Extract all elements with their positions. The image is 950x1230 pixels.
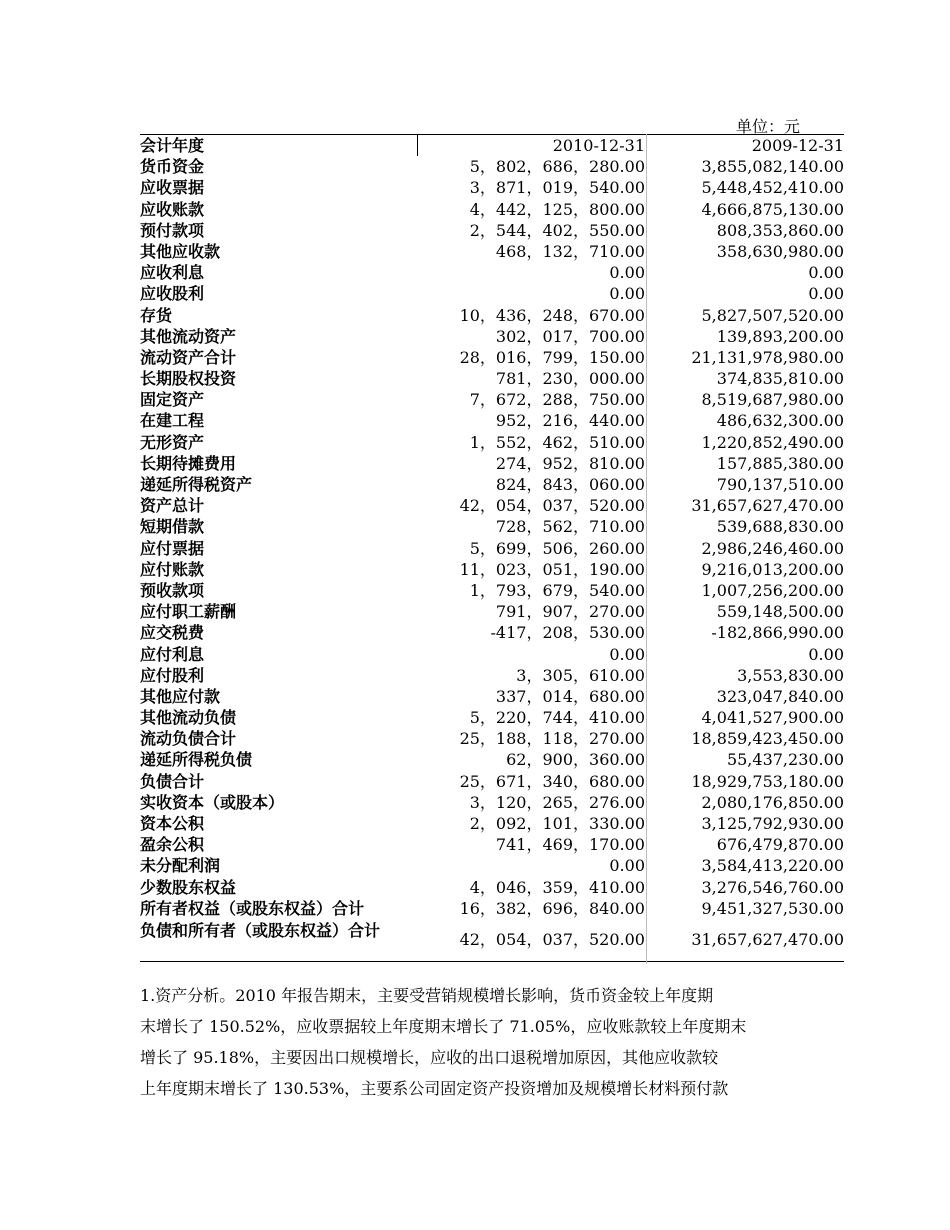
row-label: 未分配利润: [140, 856, 221, 876]
table-row: [140, 347, 844, 368]
table-row: [140, 326, 844, 347]
row-label: 盈余公积: [140, 835, 205, 855]
value-2010: 25，188，118，270.00: [459, 729, 645, 749]
value-2010: 3，305，610.00: [516, 665, 645, 685]
value-2010: 1，793，679，540.00: [469, 580, 645, 600]
value-2010: 42，054，037，520.00: [459, 496, 645, 516]
row-label: 预收款项: [140, 580, 205, 600]
value-2009: 808,353,860.00: [716, 220, 844, 240]
value-2009: 358,630,980.00: [716, 241, 844, 261]
table-row: [140, 453, 844, 474]
header-divider: [417, 134, 418, 156]
value-2009: 8,519,687,980.00: [701, 390, 844, 410]
row-label: 应付职工薪酬: [140, 602, 237, 622]
table-row: [140, 305, 844, 326]
row-label: 应收股利: [140, 284, 205, 304]
value-2010: 4，442，125，800.00: [469, 199, 645, 219]
value-2010: 728，562，710.00: [495, 517, 645, 537]
table-row: [140, 919, 844, 961]
value-2009: 2,080,176,850.00: [701, 792, 844, 812]
value-2009: 5,448,452,410.00: [701, 178, 844, 198]
table-row: [140, 262, 844, 283]
value-2009: 5,827,507,520.00: [701, 305, 844, 325]
table-row: [140, 156, 844, 177]
table-row: [140, 199, 844, 220]
value-2010: 5，699，506，260.00: [469, 538, 645, 558]
table-row: [140, 177, 844, 198]
table-row: [140, 728, 844, 749]
value-2010: 3，120，265，276.00: [469, 792, 645, 812]
table-row: [140, 283, 844, 304]
value-2009: 2,986,246,460.00: [701, 538, 844, 558]
column-divider: [646, 134, 647, 964]
table-row: [140, 474, 844, 495]
value-2010: 7，672，288，750.00: [469, 390, 645, 410]
row-label: 其他应付款: [140, 686, 221, 706]
header-col-2010: 2010-12-31: [552, 136, 645, 155]
value-2010: 42，054，037，520.00: [459, 929, 645, 949]
paragraph-line: 末增长了 150.52%，应收票据较上年度期末增长了 71.05%，应收账款较上年度期末: [140, 1017, 747, 1036]
value-2009: 55,437,230.00: [726, 750, 844, 770]
table-row: [140, 410, 844, 431]
value-2010: 274，952，810.00: [495, 453, 645, 473]
table-row: [140, 898, 844, 919]
row-label: 其他应收款: [140, 241, 221, 261]
table-row: [140, 559, 844, 580]
table-row: [140, 538, 844, 559]
row-label: 所有者权益（或股东权益）合计: [140, 898, 365, 918]
table-row: [140, 580, 844, 601]
table-row: [140, 495, 844, 516]
table-row: [140, 749, 844, 770]
value-2010: -417，208，530.00: [490, 623, 645, 643]
value-2009: 0.00: [808, 263, 844, 283]
row-label: 递延所得税负债: [140, 750, 253, 770]
value-2009: 157,885,380.00: [716, 453, 844, 473]
value-2010: 25，671，340，680.00: [459, 771, 645, 791]
table-row: [140, 834, 844, 855]
row-label: 货币资金: [140, 157, 205, 177]
row-label: 应收利息: [140, 263, 205, 283]
row-label: 负债合计: [140, 771, 205, 791]
value-2010: 5，802，686，280.00: [469, 157, 645, 177]
table-row: [140, 241, 844, 262]
value-2009: 486,632,300.00: [716, 411, 844, 431]
value-2009: 0.00: [808, 644, 844, 664]
value-2010: 28，016，799，150.00: [459, 347, 645, 367]
row-label: 应付利息: [140, 644, 205, 664]
value-2010: 0.00: [609, 644, 645, 664]
value-2009: 1,220,852,490.00: [701, 432, 844, 452]
value-2009: 18,859,423,450.00: [691, 729, 844, 749]
row-label: 应付票据: [140, 538, 205, 558]
row-label: 短期借款: [140, 517, 205, 537]
value-2010: 824，843，060.00: [495, 475, 645, 494]
row-label: 存货: [140, 305, 173, 325]
value-2010: 781，230，000.00: [495, 369, 645, 389]
value-2010: 4，046，359，410.00: [469, 877, 645, 897]
value-2009: 539,688,830.00: [716, 517, 844, 537]
value-2009: 3,276,546,760.00: [701, 877, 844, 897]
table-header-row: [140, 135, 844, 156]
value-2010: 11，023，051，190.00: [459, 559, 645, 579]
table-row: [140, 220, 844, 241]
row-label: 固定资产: [140, 390, 205, 410]
header-col-2009: 2009-12-31: [751, 136, 844, 155]
table-row: [140, 686, 844, 707]
value-2010: 337，014，680.00: [495, 686, 645, 706]
value-2010: 0.00: [609, 284, 645, 304]
table-row: [140, 855, 844, 876]
table-row: [140, 389, 844, 410]
value-2009: 323,047,840.00: [716, 686, 844, 706]
value-2009: 0.00: [808, 284, 844, 304]
paragraph-line: 增长了 95.18%，主要因出口规模增长，应收的出口退税增加原因，其他应收款较: [140, 1048, 719, 1067]
row-label: 资本公积: [140, 814, 205, 833]
value-2009: -182,866,990.00: [711, 623, 844, 643]
table-row: [140, 813, 844, 834]
row-label: 其他流动负债: [140, 708, 237, 728]
table-row: [140, 601, 844, 622]
table-row: [140, 432, 844, 453]
row-label: 流动负债合计: [140, 729, 237, 749]
value-2009: 9,451,327,530.00: [701, 898, 844, 918]
value-2010: 2，092，101，330.00: [469, 814, 645, 833]
analysis-paragraph: [140, 980, 820, 1104]
value-2009: 1,007,256,200.00: [701, 580, 844, 600]
row-label: 应收账款: [140, 199, 205, 219]
value-2009: 4,666,875,130.00: [701, 199, 844, 219]
table-row: [140, 368, 844, 389]
row-label: 其他流动资产: [140, 326, 237, 346]
table-row: [140, 665, 844, 686]
row-label: 长期待摊费用: [140, 453, 237, 473]
row-label: 应付账款: [140, 559, 205, 579]
table-row: [140, 877, 844, 898]
value-2009: 790,137,510.00: [716, 475, 844, 494]
value-2010: 16，382，696，840.00: [459, 898, 645, 918]
value-2009: 18,929,753,180.00: [691, 771, 844, 791]
value-2009: 559,148,500.00: [716, 602, 844, 622]
table-row: [140, 622, 844, 643]
value-2010: 0.00: [609, 856, 645, 876]
row-label: 无形资产: [140, 432, 205, 452]
value-2009: 139,893,200.00: [716, 326, 844, 346]
table-row: [140, 707, 844, 728]
value-2009: 3,125,792,930.00: [701, 814, 844, 833]
row-label: 流动资产合计: [140, 347, 237, 367]
row-label: 负债和所有者（或股东权益）合计: [140, 920, 381, 940]
value-2010: 302，017，700.00: [495, 326, 645, 346]
paragraph-line: 上年度期末增长了 130.53%，主要系公司固定资产投资增加及规模增长材料预付款: [140, 1079, 729, 1098]
row-label: 长期股权投资: [140, 369, 237, 389]
row-label: 应交税费: [140, 623, 205, 643]
table-row: [140, 516, 844, 537]
unit-label: 单位：元: [736, 117, 801, 136]
value-2010: 741，469，170.00: [495, 835, 645, 855]
row-label: 递延所得税资产: [140, 475, 253, 494]
value-2010: 62，900，360.00: [506, 750, 645, 770]
value-2010: 0.00: [609, 263, 645, 283]
value-2010: 2，544，402，550.00: [469, 220, 645, 240]
value-2009: 4,041,527,900.00: [701, 708, 844, 728]
value-2010: 1，552，462，510.00: [469, 432, 645, 452]
table-body: [140, 156, 844, 961]
value-2009: 374,835,810.00: [716, 369, 844, 389]
table-row: [140, 644, 844, 665]
row-label: 少数股东权益: [140, 877, 237, 897]
value-2010: 791，907，270.00: [495, 602, 645, 622]
header-label: 会计年度: [140, 136, 205, 155]
value-2009: 21,131,978,980.00: [691, 347, 844, 367]
row-label: 应收票据: [140, 178, 205, 198]
value-2009: 676,479,870.00: [716, 835, 844, 855]
row-label: 预付款项: [140, 220, 205, 240]
value-2009: 31,657,627,470.00: [691, 496, 844, 516]
row-label: 实收资本（或股本）: [140, 792, 285, 812]
row-label: 应付股利: [140, 665, 205, 685]
row-label: 在建工程: [140, 411, 205, 431]
value-2009: 3,553,830.00: [737, 665, 844, 685]
value-2009: 3,855,082,140.00: [701, 157, 844, 177]
value-2010: 3，871，019，540.00: [469, 178, 645, 198]
balance-sheet-table: [140, 134, 844, 962]
value-2010: 5，220，744，410.00: [469, 708, 645, 728]
row-label: 资产总计: [140, 496, 205, 516]
value-2010: 952，216，440.00: [495, 411, 645, 431]
paragraph-line: 1.资产分析。2010 年报告期末，主要受营销规模增长影响，货币资金较上年度期: [140, 986, 714, 1005]
value-2010: 468，132，710.00: [495, 241, 645, 261]
value-2010: 10，436，248，670.00: [459, 305, 645, 325]
value-2009: 31,657,627,470.00: [691, 929, 844, 949]
table-row: [140, 771, 844, 792]
value-2009: 9,216,013,200.00: [701, 559, 844, 579]
value-2009: 3,584,413,220.00: [701, 856, 844, 876]
table-row: [140, 792, 844, 813]
